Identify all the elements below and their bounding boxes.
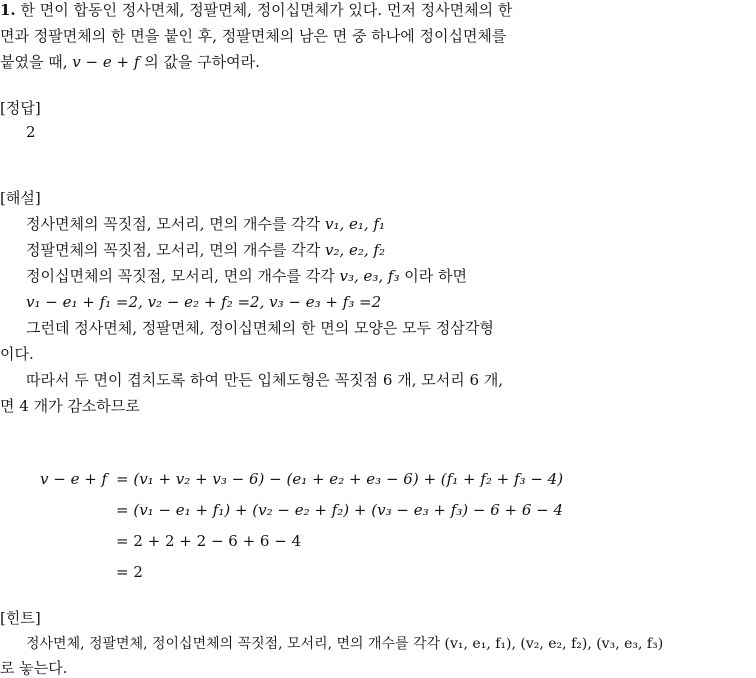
- equation-step-2: = (v₁ − e₁ + f₁) + (v₂ − e₂ + f₂) + (v₃ − e₃ + f₃) − 6 + 6 − 4: [116, 501, 564, 519]
- problem-text-3-suffix: 의 값을 구하여라.: [144, 53, 260, 71]
- solution-vars-3: v₃, e₃, f₃: [339, 267, 400, 285]
- solution-line-8: 면 4 개가 감소하므로: [0, 397, 140, 415]
- problem-text-3-prefix: 붙였을 때,: [0, 53, 68, 71]
- solution-heading: [해설]: [0, 189, 41, 207]
- equation-step-1: = (v₁ + v₂ + v₃ − 6) − (e₁ + e₂ + e₃ − 6) + (f₁ + f₂ + f₃ − 4): [116, 470, 564, 488]
- solution-line-3: [26, 266, 467, 286]
- solution-line-1: [26, 214, 385, 234]
- problem-number: 1.: [0, 1, 16, 19]
- equation-step-4: = 2: [116, 563, 143, 581]
- solution-text-2: 정팔면체의 꼭짓점, 모서리, 면의 개수를 각각: [26, 241, 321, 259]
- hint-line-2: 로 놓는다.: [0, 659, 68, 677]
- problem-line-1: [0, 0, 512, 20]
- solution-text-1: 정사면체의 꼭짓점, 모서리, 면의 개수를 각각: [26, 215, 321, 233]
- equation-step-3: = 2 + 2 + 2 − 6 + 6 − 4: [116, 532, 302, 550]
- solution-vars-1: v₁, e₁, f₁: [324, 215, 385, 233]
- problem-text-1: 한 면이 합동인 정사면체, 정팔면체, 정이십면체가 있다. 먼저 정사면체의 한: [20, 1, 513, 19]
- solution-euler-values: v₁ − e₁ + f₁ =2, v₂ − e₂ + f₂ =2, v₃ − e₃ + f₃ =2: [26, 293, 382, 311]
- equation-lhs: v − e + f: [40, 470, 108, 488]
- solution-line-7: 따라서 두 면이 겹치도록 하여 만든 입체도형은 꼭짓점 6 개, 모서리 6 개,: [26, 371, 504, 389]
- hint-heading: [힌트]: [0, 609, 41, 627]
- problem-line-3: [0, 52, 260, 72]
- solution-line-6: 이다.: [0, 345, 34, 363]
- solution-line-5: 그런데 정사면체, 정팔면체, 정이십면체의 한 면의 모양은 모두 정삼각형: [26, 319, 494, 337]
- solution-text-3: 정이십면체의 꼭짓점, 모서리, 면의 개수를 각각: [26, 267, 335, 285]
- answer-value: 2: [26, 123, 36, 141]
- problem-expression: v − e + f: [72, 53, 140, 71]
- solution-line-2: [26, 240, 385, 260]
- solution-text-3-tail: 이라 하면: [404, 267, 468, 285]
- answer-heading: [정답]: [0, 99, 41, 117]
- problem-line-2: 면과 정팔면체의 한 면을 붙인 후, 정팔면체의 남은 면 중 하나에 정이십면체를: [0, 27, 507, 45]
- solution-vars-2: v₂, e₂, f₂: [324, 241, 385, 259]
- hint-line-1: 정사면체, 정팔면체, 정이십면체의 꼭짓점, 모서리, 면의 개수를 각각 (v₁, e₁, f₁), (v₂, e₂, f₂), (v₃, e₃, f₃): [26, 636, 664, 652]
